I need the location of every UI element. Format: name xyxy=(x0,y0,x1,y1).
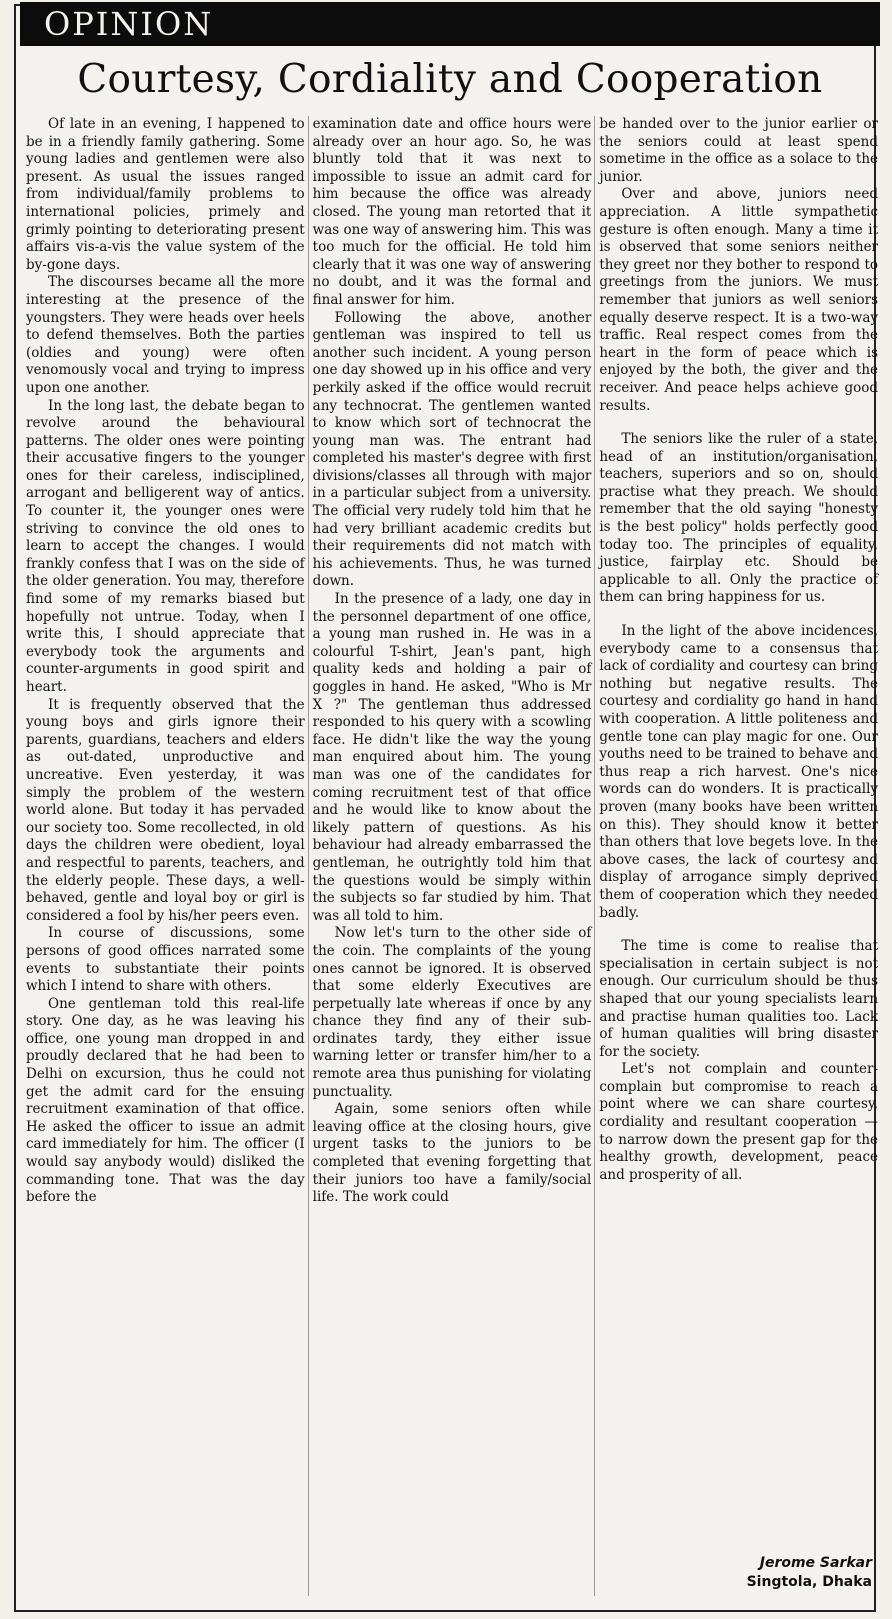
paragraph: In the presence of a lady, one day in the personnel department of one office, a young man rushed in. He was in a colourful T-shirt, Jean's pant, high quality keds and holding a pair of goggles in hand. He asked, "Who is Mr X ?" The gentleman thus addressed responded to his query with a scowling face. He didn't like the way the young man enquired about him. The young man was one of the candidates for coming recruitment test of that office and he would like to know about the likely pattern of questions. As his behaviour had already embarrassed the gentleman, he outrightly told him that the questions would be simply within the subjects so far studied by him. That was all told to him. xyxy=(312,591,592,924)
paragraph: The time is come to realise that specialisation in certain subject is not enough. Our curriculum should be thus shaped that our young specialists learn and practise human qualities too. Lack of human qualities will bring disaster for the society. xyxy=(599,938,879,1060)
paragraph: Again, some seniors often while leaving office at the closing hours, give urgent tasks to the juniors to be completed that evening forgetting that their juniors too have a family/social life. The work could xyxy=(312,1101,592,1206)
author-signature xyxy=(747,1554,872,1592)
paragraph: examination date and office hours were already over an hour ago. So, he was bluntly told that it was next to impossible to issue an admit card for him because the office was already closed. The young man retorted that it was one way of answering him. This was too much for the official. He told him clearly that it was one way of answering no doubt, and it was the formal and final answer for him. xyxy=(312,116,592,308)
column-2 xyxy=(313,116,592,1596)
article-body xyxy=(26,116,878,1596)
column-1 xyxy=(26,116,305,1596)
paragraph: One gentleman told this real-life story. One day, as he was leaving his office, one young man dropped in and proudly declared that he had been to Delhi on excursion, thus he could not get the admit card for the ensuing recruitment examination of that office. He asked the officer to issue an admit card immediately for him. The officer (I would say anybody would) disliked the commanding tone. That was the day before the xyxy=(26,995,305,1206)
paragraph: Over and above, juniors need appreciation. A little sympathetic gesture is often enough. Many a time it is observed that some seniors neither they greet nor they bother to respond to greetings from the juniors. We must remember that juniors as well seniors equally deserve respect. It is a two-way traffic. Real respect comes from the heart in the form of peace which is enjoyed by the both, the giver and the receiver. And peace helps achieve good results. xyxy=(599,186,879,414)
paragraph: be handed over to the junior earlier or the seniors could at least spend sometime in the office as a solace to the junior. xyxy=(599,116,879,185)
paragraph: In course of discussions, some persons of good offices narrated some events to substantiate their points which I intend to share with others. xyxy=(26,925,305,995)
author-name: Jerome Sarkar xyxy=(759,1555,873,1571)
section-label: OPINION xyxy=(44,5,214,43)
headline: Courtesy, Cordiality and Cooperation xyxy=(77,57,823,102)
column-3 xyxy=(599,116,878,1596)
paragraph: In the light of the above incidences, everybody came to a consensus that lack of cordiality and courtesy can bring nothing but negative results. The courtesy and cordiality go hand in hand with cooperation. A little politeness and gentle tone can play magic for one. Our youths need to be trained to behave and thus reap a rich harvest. One's nice words can do wonders. It is practically proven (many books have been written on this). They should know it better than others that love begets love. In the above cases, the lack of courtesy and display of arrogance simply deprived them of cooperation which they needed badly. xyxy=(599,623,879,921)
paragraph: Following the above, another gentleman was inspired to tell us another such incident. A young person one day showed up in his office and very perkily asked if the office would recruit any technocrat. The gentlemen wanted to know which sort of technocrat the young man was. The entrant had completed his master's degree with first divisions/classes all through with major in a particular subject from a university. The official very rudely told him that he had very brilliant academic credits but their requirements did not match with his achievements. Thus, he was turned down. xyxy=(312,309,592,590)
paragraph: It is frequently observed that the young boys and girls ignore their parents, guardians, teachers and elders as out-dated, unproductive and uncreative. Even yesterday, it was simply the problem of the western world alone. But today it has pervaded our society too. Some recollected, in old days the children were obedient, loyal and respectful to parents, teachers, and the elderly people. These days, a well-behaved, gentle and loyal boy or girl is considered a fool by his/her peers even. xyxy=(26,696,305,924)
paragraph: The seniors like the ruler of a state, head of an institution/organisation, teachers, superiors and so on, should practise what they preach. We should remember that the old saying "honesty is the best policy" holds perfectly good today too. The principles of equality, justice, fairplay etc. Should be applicable to all. Only the practice of them can bring happiness for us. xyxy=(599,431,879,606)
paragraph: Now let's turn to the other side of the coin. The complaints of the young ones cannot be ignored. It is observed that some elderly Executives are perpetually late whereas if once by any chance they find any of their sub-ordinates tardy, they either issue warning letter or transfer him/her to a remote area thus punishing for violating punctuality. xyxy=(312,925,592,1100)
paragraph: In the long last, the debate began to revolve around the behavioural patterns. The older ones were pointing their accusative fingers to the younger ones for their careless, indisciplined, arrogant and belligerent way of antics. To counter it, the younger ones were striving to convince the old ones to learn to accept the changes. I would frankly confess that I was on the side of the older generation. You may, therefore find some of my remarks biased but hopefully not untrue. Today, when I write this, I should appreciate that everybody took the arguments and counter-arguments in good spirit and heart. xyxy=(26,397,305,695)
author-location: Singtola, Dhaka xyxy=(746,1574,873,1590)
paragraph: Of late in an evening, I happened to be in a friendly family gathering. Some young ladies and gentlemen were also present. As usual the issues ranged from individual/family problems to international policies, primely and grimly pointing to deteriorating present affairs vis-a-vis the value system of the by-gone days. xyxy=(26,116,305,273)
paragraph: Let's not complain and counter-complain but compromise to reach a point where we can share courtesy, cordiality and resultant cooperation — to narrow down the present gap for the healthy growth, development, peace and prosperity of all. xyxy=(599,1061,879,1183)
paragraph: The discourses became all the more interesting at the presence of the youngsters. They were heads over heels to defend themselves. Both the parties (oldies and young) were often venomously vocal and trying to impress upon one another. xyxy=(26,274,305,396)
section-banner xyxy=(20,2,880,46)
